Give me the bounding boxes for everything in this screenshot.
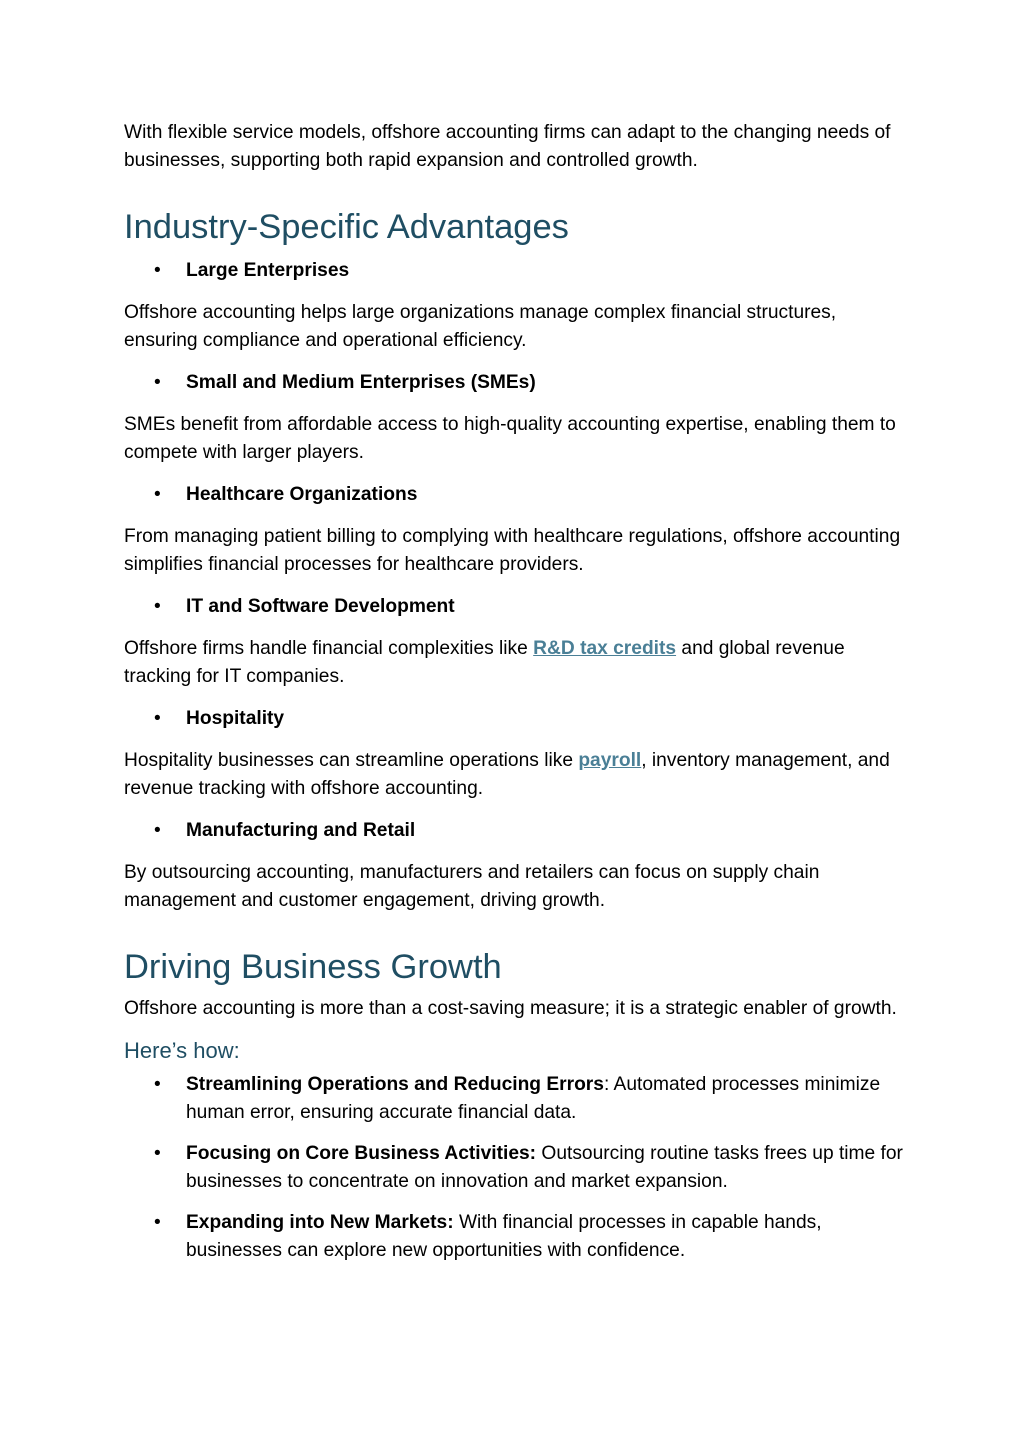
growth-item-new-markets (124, 1209, 914, 1265)
industry-bullet-healthcare (124, 481, 914, 509)
document-page (124, 119, 914, 1278)
industry-bullet-large-enterprises (124, 257, 914, 285)
growth-item-core-activities (124, 1140, 914, 1196)
bullet-title: Large Enterprises (186, 260, 350, 281)
desc-text-after: and global revenue tracking for IT companies. (124, 638, 845, 687)
bullet-icon: • (154, 1074, 161, 1095)
industry-desc-hospitality (124, 747, 914, 803)
bullet-title: Manufacturing and Retail (186, 820, 416, 841)
bullet-icon: • (154, 1143, 161, 1164)
bullet-title: IT and Software Development (186, 596, 455, 617)
bullet-title: Healthcare Organizations (186, 484, 418, 505)
industry-advantages-heading: Industry-Specific Advantages (124, 208, 569, 246)
industry-bullet-it-software (124, 593, 914, 621)
bullet-icon: • (154, 484, 161, 505)
industry-desc-manufacturing-retail: By outsourcing accounting, manufacturers and retailers can focus on supply chain management and customer engagement, driving growth. (124, 862, 820, 911)
growth-item-text: Outsourcing routine tasks frees up time for businesses to concentrate on innovation and market expansion. (186, 1143, 903, 1192)
bullet-title: Small and Medium Enterprises (SMEs) (186, 372, 536, 393)
bullet-icon: • (154, 820, 161, 841)
payroll-link[interactable]: payroll (578, 750, 642, 771)
rd-tax-credits-link[interactable]: R&D tax credits (533, 638, 677, 659)
growth-item-title: Focusing on Core Business Activities: (186, 1143, 537, 1164)
bullet-icon: • (154, 260, 161, 281)
growth-item-streamlining (124, 1071, 914, 1127)
bullet-title: Hospitality (186, 708, 285, 729)
growth-item-title: Expanding into New Markets: (186, 1212, 454, 1233)
desc-text-before: Hospitality businesses can streamline operations like (124, 750, 579, 771)
bullet-icon: • (154, 372, 161, 393)
growth-item-text: : Automated processes minimize human error, ensuring accurate financial data. (186, 1074, 881, 1123)
bullet-icon: • (154, 1212, 161, 1233)
intro-paragraph: With flexible service models, offshore accounting firms can adapt to the changing needs of businesses, supporting both rapid expansion and controlled growth. (124, 122, 891, 171)
heres-how-subheading: Here’s how: (124, 1038, 240, 1063)
growth-item-text: With financial processes in capable hands, businesses can explore new opportunities with confidence. (186, 1212, 822, 1261)
desc-text-before: Offshore firms handle financial complexities like (124, 638, 534, 659)
bullet-icon: • (154, 708, 161, 729)
industry-bullet-manufacturing-retail (124, 817, 914, 845)
driving-growth-intro: Offshore accounting is more than a cost-saving measure; it is a strategic enabler of growth. (124, 998, 897, 1019)
industry-desc-healthcare: From managing patient billing to complying with healthcare regulations, offshore accounting simplifies financial processes for healthcare providers. (124, 526, 901, 575)
growth-list (124, 1071, 914, 1265)
industry-bullet-hospitality (124, 705, 914, 733)
industry-desc-large-enterprises: Offshore accounting helps large organizations manage complex financial structures, ensuring compliance and operational efficiency. (124, 302, 837, 351)
desc-text-after: , inventory management, and revenue tracking with offshore accounting. (124, 750, 890, 799)
industry-desc-smes: SMEs benefit from affordable access to high-quality accounting expertise, enabling them to compete with larger players. (124, 414, 896, 463)
driving-growth-heading: Driving Business Growth (124, 948, 502, 986)
industry-bullet-smes (124, 369, 914, 397)
bullet-icon: • (154, 596, 161, 617)
growth-item-title: Streamlining Operations and Reducing Errors (186, 1074, 604, 1095)
industry-desc-it-software (124, 635, 914, 691)
